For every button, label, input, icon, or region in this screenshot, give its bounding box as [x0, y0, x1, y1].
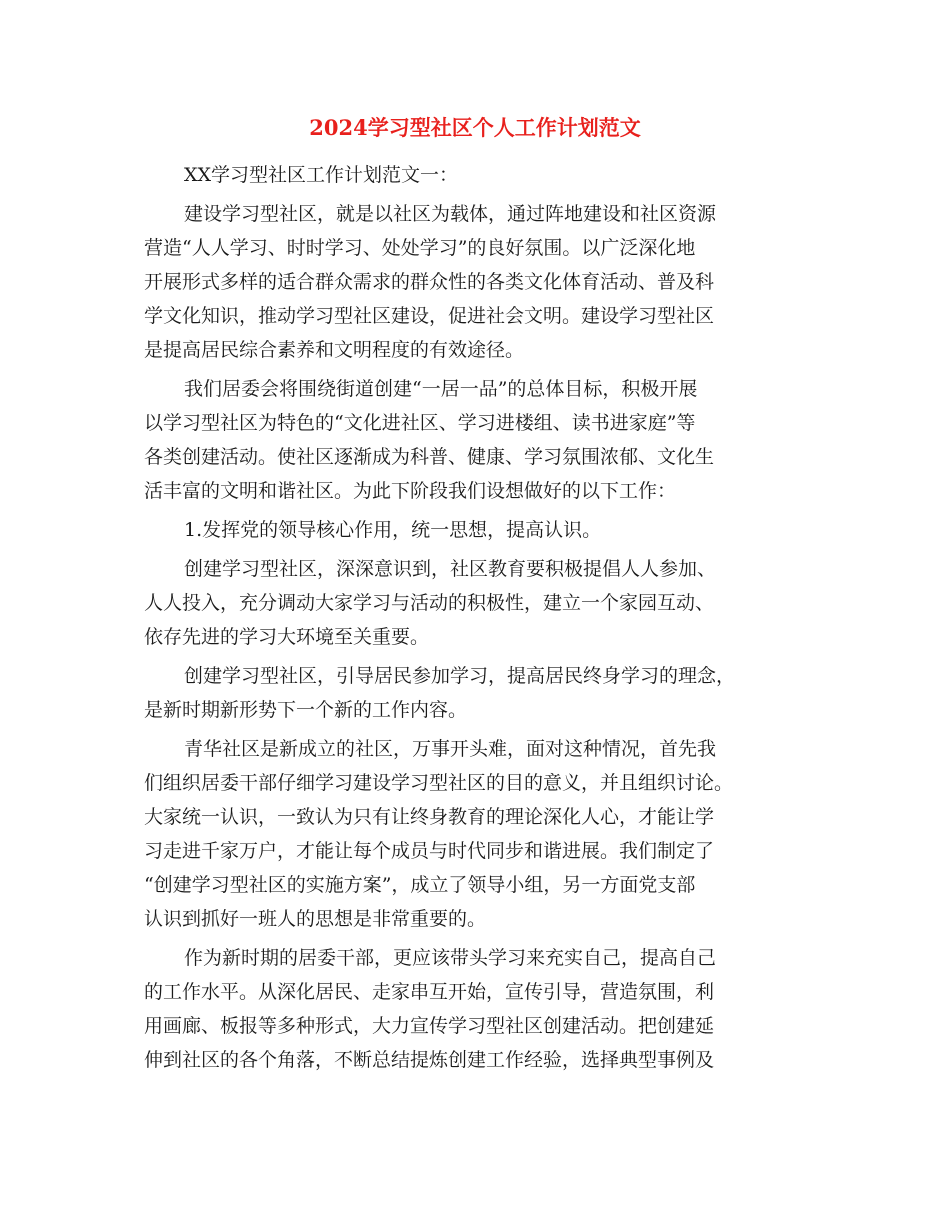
- text-line: 认识到抓好一班人的思想是非常重要的。: [144, 908, 487, 930]
- text-line: 作为新时期的居委干部，更应该带头学习来充实自己，提高自己: [184, 947, 717, 969]
- text-line: 我们居委会将围绕街道创建“一居一品”的总体目标，积极开展: [184, 378, 698, 400]
- text-line: 开展形式多样的适合群众需求的群众性的各类文化体育活动、普及科: [144, 271, 715, 293]
- text-line: 营造“人人学习、时时学习、处处学习”的良好氛围。以广泛深化地: [144, 237, 696, 259]
- paragraph: [144, 158, 808, 192]
- text-line: 们组织居委干部仔细学习建设学习型社区的目的意义，并且组织讨论。: [144, 772, 734, 794]
- text-line: “创建学习型社区的实施方案”，成立了领导小组，另一方面党支部: [144, 874, 696, 896]
- text-line: XX学习型社区工作计划范文一：: [184, 164, 459, 186]
- text-line: 活丰富的文明和谐社区。为此下阶段我们设想做好的以下工作：: [144, 480, 677, 502]
- text-line: 习走进千家万户，才能让每个成员与时代同步和谐进展。我们制定了: [144, 840, 715, 862]
- paragraph: [144, 513, 808, 547]
- text-line: 以学习型社区为特色的“文化进社区、学习进楼组、读书进家庭”等: [144, 412, 696, 434]
- text-line: 大家统一认识，一致认为只有让终身教育的理论深化人心，才能让学: [144, 806, 715, 828]
- document-body: [144, 158, 808, 1082]
- paragraph: [144, 659, 808, 727]
- text-line: 是提高居民综合素养和文明程度的有效途径。: [144, 339, 525, 361]
- paragraph: [144, 552, 808, 654]
- document-title: 2024学习型社区个人工作计划范文: [309, 115, 641, 140]
- text-line: 学文化知识，推动学习型社区建设，促进社会文明。建设学习型社区: [144, 305, 715, 327]
- text-line: 创建学习型社区，深深意识到，社区教育要积极提倡人人参加、: [184, 558, 717, 580]
- text-line: 是新时期新形势下一个新的工作内容。: [144, 699, 468, 721]
- text-line: 伸到社区的各个角落，不断总结提炼创建工作经验，选择典型事例及: [144, 1049, 715, 1071]
- paragraph: [144, 732, 808, 936]
- text-line: 用画廊、板报等多种形式，大力宣传学习型社区创建活动。把创建延: [144, 1015, 715, 1037]
- text-line: 的工作水平。从深化居民、走家串互开始，宣传引导，营造氛围，利: [144, 981, 715, 1003]
- paragraph: [144, 197, 808, 367]
- text-line: 各类创建活动。使社区逐渐成为科普、健康、学习氛围浓郁、文化生: [144, 446, 715, 468]
- text-line: 依存先进的学习大环境至关重要。: [144, 626, 430, 648]
- text-line: 人人投入，充分调动大家学习与活动的积极性，建立一个家园互动、: [144, 592, 715, 614]
- text-line: 青华社区是新成立的社区，万事开头难，面对这种情况，首先我: [184, 738, 717, 760]
- text-line: 创建学习型社区，引导居民参加学习，提高居民终身学习的理念，: [184, 665, 736, 687]
- paragraph: [144, 941, 808, 1077]
- text-line: 建设学习型社区，就是以社区为载体，通过阵地建设和社区资源: [184, 203, 717, 225]
- text-line: 1.发挥党的领导核心作用，统一思想，提高认识。: [184, 519, 602, 541]
- paragraph: [144, 372, 808, 508]
